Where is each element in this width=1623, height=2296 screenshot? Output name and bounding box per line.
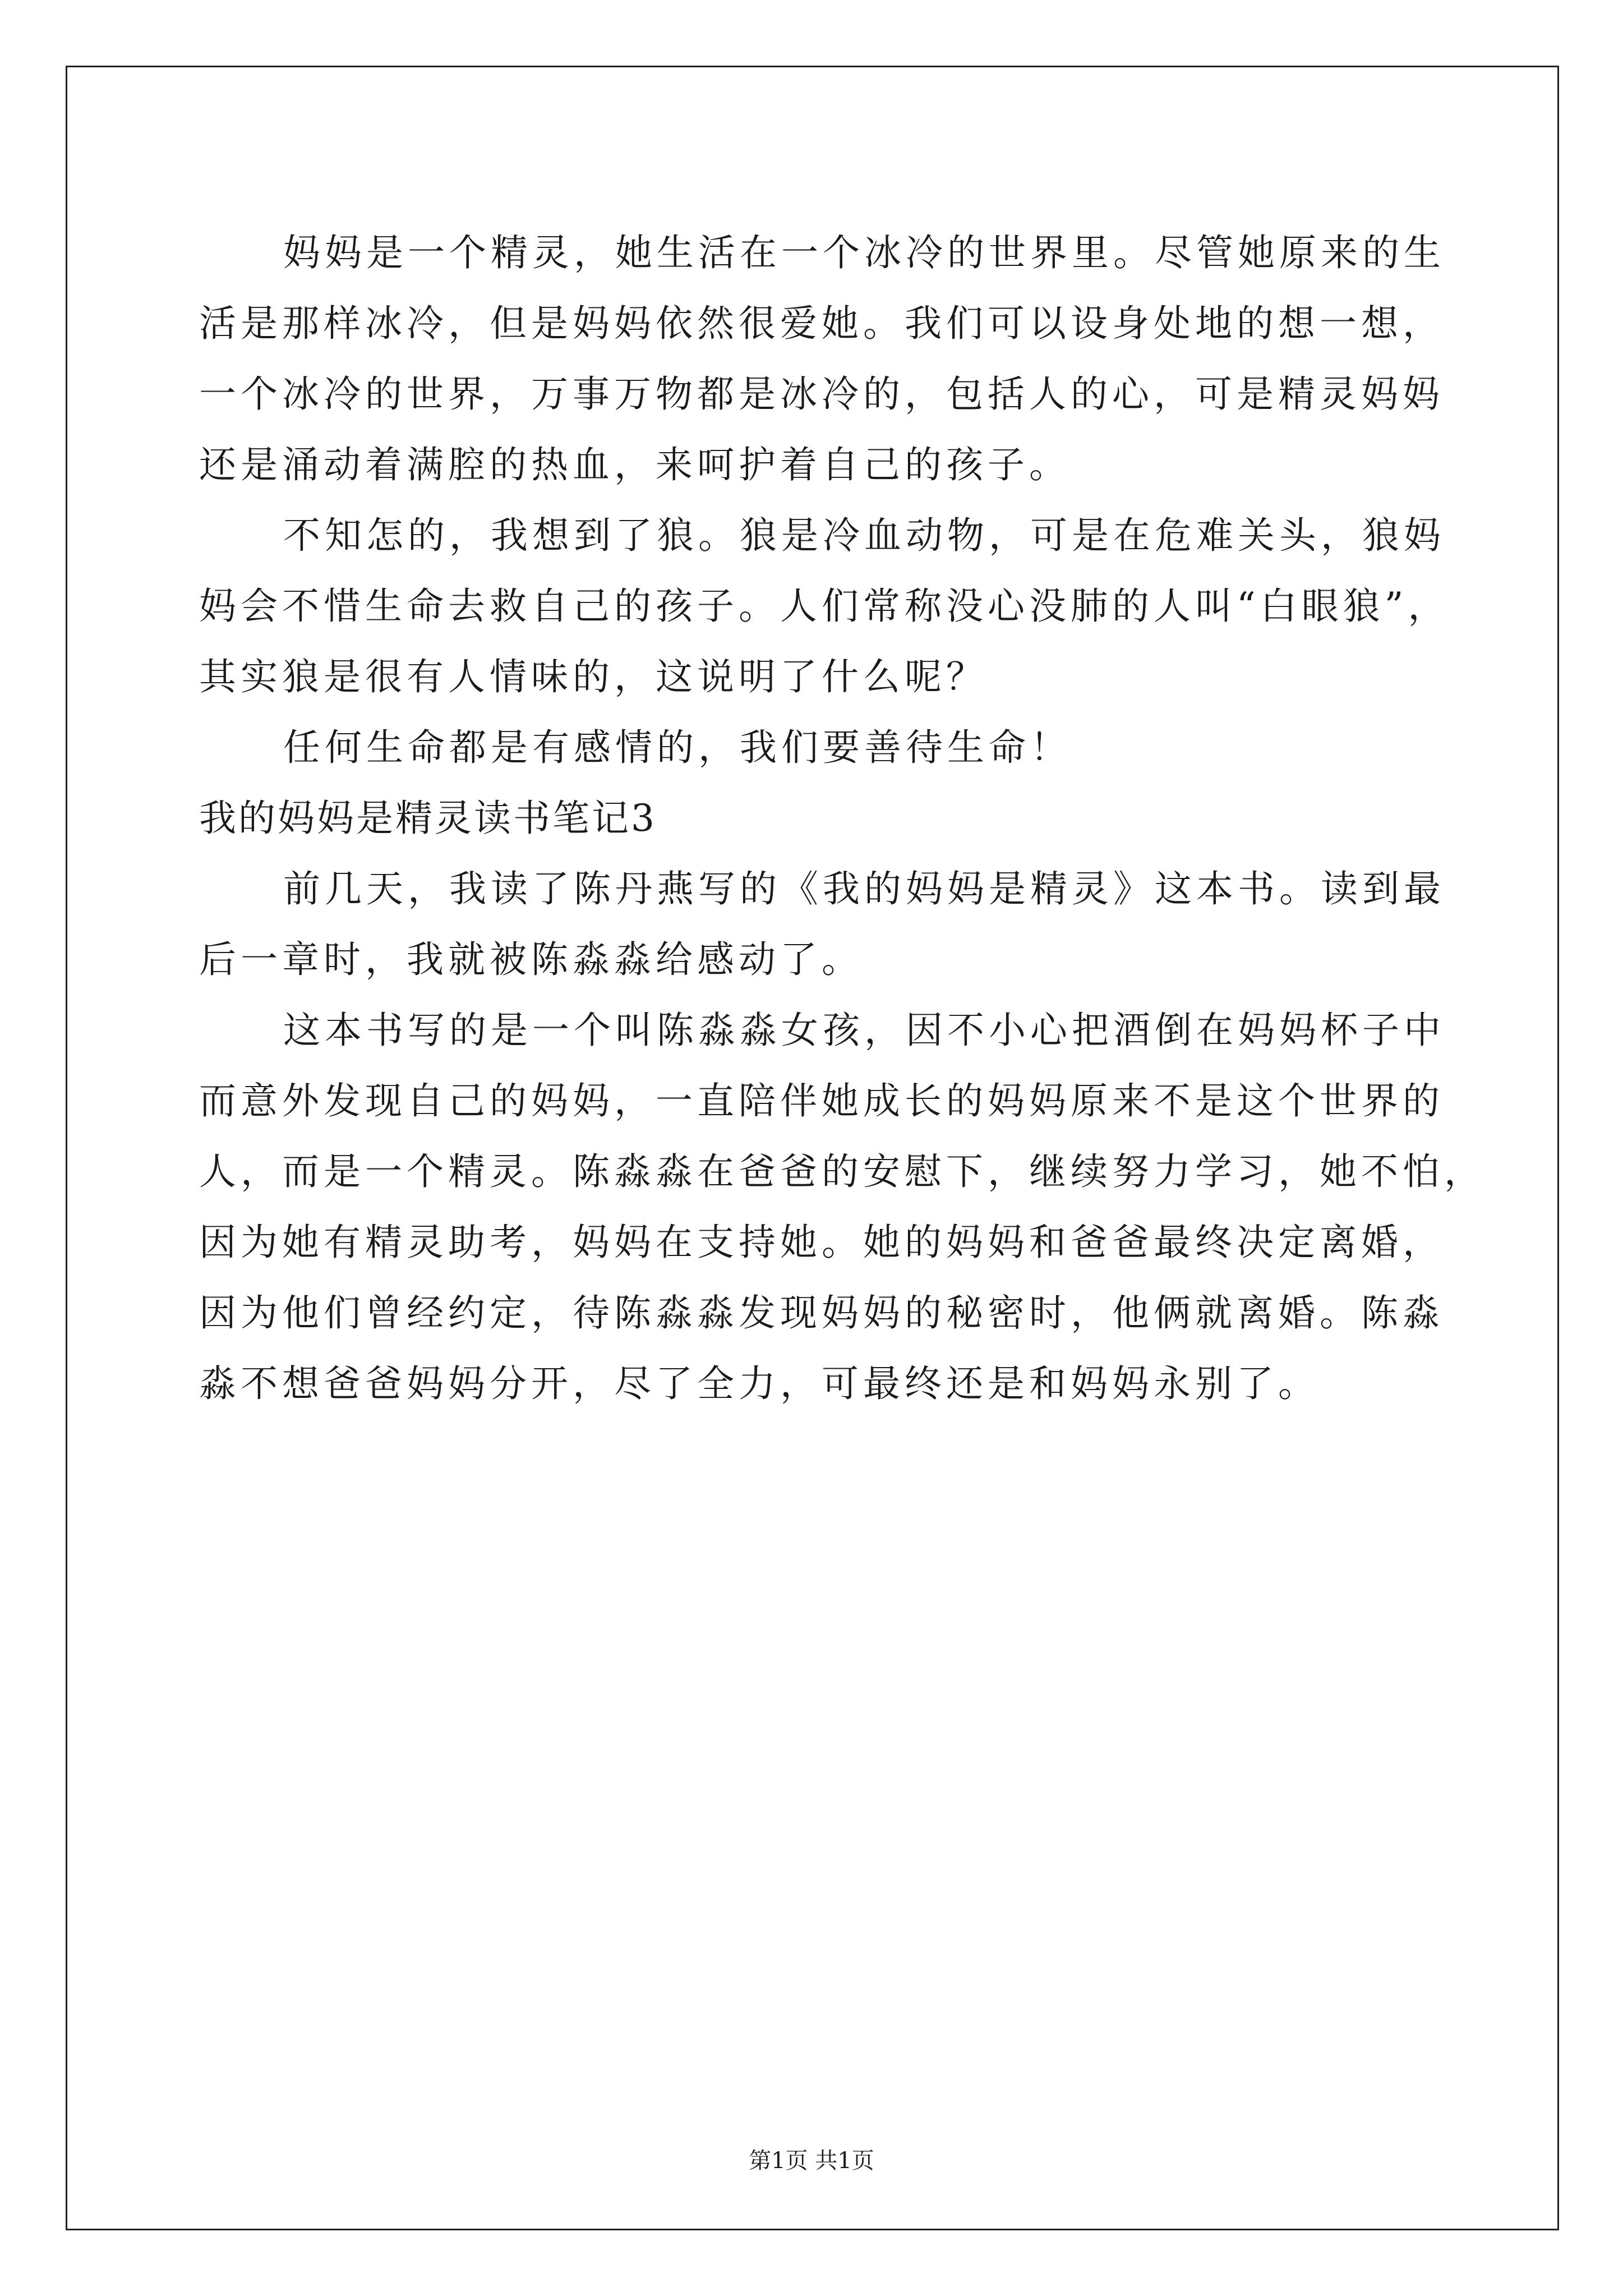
paragraph-line: 人，而是一个精灵。陈淼淼在爸爸的安慰下，继续努力学习，她不怕， <box>199 1150 1486 1193</box>
paragraph-line: 因为她有精灵助考，妈妈在支持她。她的妈妈和爸爸最终决定离婚， <box>199 1221 1444 1264</box>
section-heading: 我的妈妈是精灵读书笔记3 <box>199 797 657 840</box>
paragraph-line: 妈妈是一个精灵，她生活在一个冰冷的世界里。尽管她原来的生 <box>283 231 1445 274</box>
paragraph-line: 前几天，我读了陈丹燕写的《我的妈妈是精灵》这本书。读到最 <box>283 867 1445 910</box>
paragraph-line: 因为他们曾经约定，待陈淼淼发现妈妈的秘密时，他俩就离婚。陈淼 <box>199 1291 1444 1335</box>
paragraph-line: 任何生命都是有感情的，我们要善待生命！ <box>283 726 1072 769</box>
paragraph-line: 其实狼是很有人情味的，这说明了什么呢？ <box>199 655 988 698</box>
paragraph-line: 活是那样冰冷，但是妈妈依然很爱她。我们可以设身处地的想一想， <box>199 302 1444 345</box>
page-footer: 第1页 共1页 <box>749 2148 874 2174</box>
paragraph-line: 后一章时，我就被陈淼淼给感动了。 <box>199 938 863 981</box>
paragraph-line: 而意外发现自己的妈妈，一直陪伴她成长的妈妈原来不是这个世界的 <box>199 1079 1444 1122</box>
paragraph-line: 妈会不惜生命去救自己的孩子。人们常称没心没肺的人叫“白眼狼”， <box>199 585 1450 628</box>
paragraph-line: 这本书写的是一个叫陈淼淼女孩，因不小心把酒倒在妈妈杯子中 <box>283 1009 1445 1052</box>
paragraph-line: 不知怎的，我想到了狼。狼是冷血动物，可是在危难关头，狼妈 <box>283 514 1445 557</box>
paragraph-line: 淼不想爸爸妈妈分开，尽了全力，可最终还是和妈妈永别了。 <box>199 1362 1320 1405</box>
paragraph-line: 还是涌动着满腔的热血，来呵护着自己的孩子。 <box>199 443 1071 486</box>
paragraph-line: 一个冰冷的世界，万事万物都是冰冷的，包括人的心，可是精灵妈妈 <box>199 372 1444 416</box>
